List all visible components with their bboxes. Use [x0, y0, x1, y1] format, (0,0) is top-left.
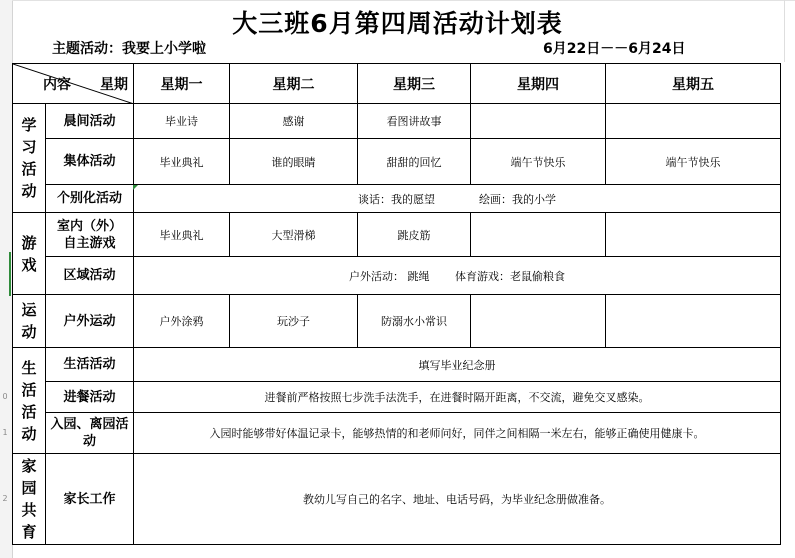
grid-top-line	[12, 0, 795, 1]
cell[interactable]: 端午节快乐	[471, 139, 606, 185]
row-number: 1	[2, 428, 8, 437]
corner-header-cell[interactable]	[13, 64, 134, 104]
table-row	[13, 139, 781, 185]
cell[interactable]: 看图讲故事	[358, 104, 471, 139]
category-sport[interactable]: 运动	[13, 295, 46, 348]
cell[interactable]: 端午节快乐	[606, 139, 781, 185]
cell[interactable]: 大型滑梯	[230, 213, 358, 257]
cell[interactable]	[471, 295, 606, 348]
selection-indicator	[9, 252, 11, 296]
category-game[interactable]: 游戏	[13, 213, 46, 295]
activity-label-arrival[interactable]: 入园、离园活动	[46, 413, 134, 454]
date-range: 6月22日－－6月24日	[543, 41, 686, 57]
day-header-wed[interactable]: 星期三	[358, 64, 471, 104]
cell[interactable]	[471, 213, 606, 257]
activity-label-group[interactable]: 集体活动	[46, 139, 134, 185]
activity-label-area[interactable]: 区域活动	[46, 257, 134, 295]
cell[interactable]	[606, 295, 781, 348]
table-row	[13, 257, 781, 295]
table-row	[13, 213, 781, 257]
cell[interactable]	[606, 104, 781, 139]
table-header-row	[13, 64, 781, 104]
corner-label-weekday: 星期	[100, 77, 128, 93]
merged-cell-area[interactable]: 户外活动： 跳绳 体育游戏：老鼠偷粮食	[134, 257, 781, 295]
activity-plan-table	[12, 63, 781, 545]
merged-cell-parents[interactable]: 教幼儿写自己的名字、地址、电话号码，为毕业纪念册做准备。	[134, 454, 781, 545]
activity-label-living[interactable]: 生活活动	[46, 348, 134, 382]
category-life[interactable]: 生活活动	[13, 348, 46, 454]
activity-label-individual[interactable]: 个别化活动	[46, 185, 134, 213]
day-header-fri[interactable]: 星期五	[606, 64, 781, 104]
theme-activity: 主题活动：我要上小学啦	[52, 41, 206, 57]
cell[interactable]	[471, 104, 606, 139]
table-row	[13, 454, 781, 545]
table-row	[13, 295, 781, 348]
cell[interactable]: 毕业典礼	[134, 213, 230, 257]
activity-label-outdoor[interactable]: 户外运动	[46, 295, 134, 348]
corner-label-content: 内容	[43, 77, 71, 93]
cell[interactable]: 防溺水小常识	[358, 295, 471, 348]
cell[interactable]	[606, 213, 781, 257]
table-row	[13, 348, 781, 382]
table-row	[13, 413, 781, 454]
day-header-thu[interactable]: 星期四	[471, 64, 606, 104]
cell[interactable]: 甜甜的回忆	[358, 139, 471, 185]
merged-cell-individual[interactable]: 谈话：我的愿望 绘画：我的小学	[134, 185, 781, 213]
activity-label-parents[interactable]: 家长工作	[46, 454, 134, 545]
activity-label-free-play[interactable]: 室内（外）自主游戏	[46, 213, 134, 257]
cell[interactable]: 跳皮筋	[358, 213, 471, 257]
category-home[interactable]: 家园共育	[13, 454, 46, 545]
merged-cell-living[interactable]: 填写毕业纪念册	[134, 348, 781, 382]
table-row	[13, 185, 781, 213]
table-row	[13, 382, 781, 413]
day-header-tue[interactable]: 星期二	[230, 64, 358, 104]
activity-label-meal[interactable]: 进餐活动	[46, 382, 134, 413]
cell[interactable]: 户外涂鸦	[134, 295, 230, 348]
day-header-mon[interactable]: 星期一	[134, 64, 230, 104]
merged-cell-arrival[interactable]: 入园时能够带好体温记录卡，能够热情的和老师问好，同伴之间相隔一米左右，能够正确使用健康卡。	[134, 413, 781, 454]
table-row	[13, 104, 781, 139]
cell[interactable]: 毕业诗	[134, 104, 230, 139]
cell[interactable]: 谁的眼睛	[230, 139, 358, 185]
row-number: 2	[2, 494, 8, 503]
cell[interactable]: 玩沙子	[230, 295, 358, 348]
merged-cell-meal[interactable]: 进餐前严格按照七步洗手法洗手，在进餐时隔开距离，不交流，避免交叉感染。	[134, 382, 781, 413]
page-title: 大三班6月第四周活动计划表	[232, 9, 563, 38]
category-study[interactable]: 学习活动	[13, 104, 46, 213]
cell[interactable]: 感谢	[230, 104, 358, 139]
comment-marker	[133, 185, 138, 190]
activity-label-morning[interactable]: 晨间活动	[46, 104, 134, 139]
row-number: 0	[2, 392, 8, 401]
cell[interactable]: 毕业典礼	[134, 139, 230, 185]
